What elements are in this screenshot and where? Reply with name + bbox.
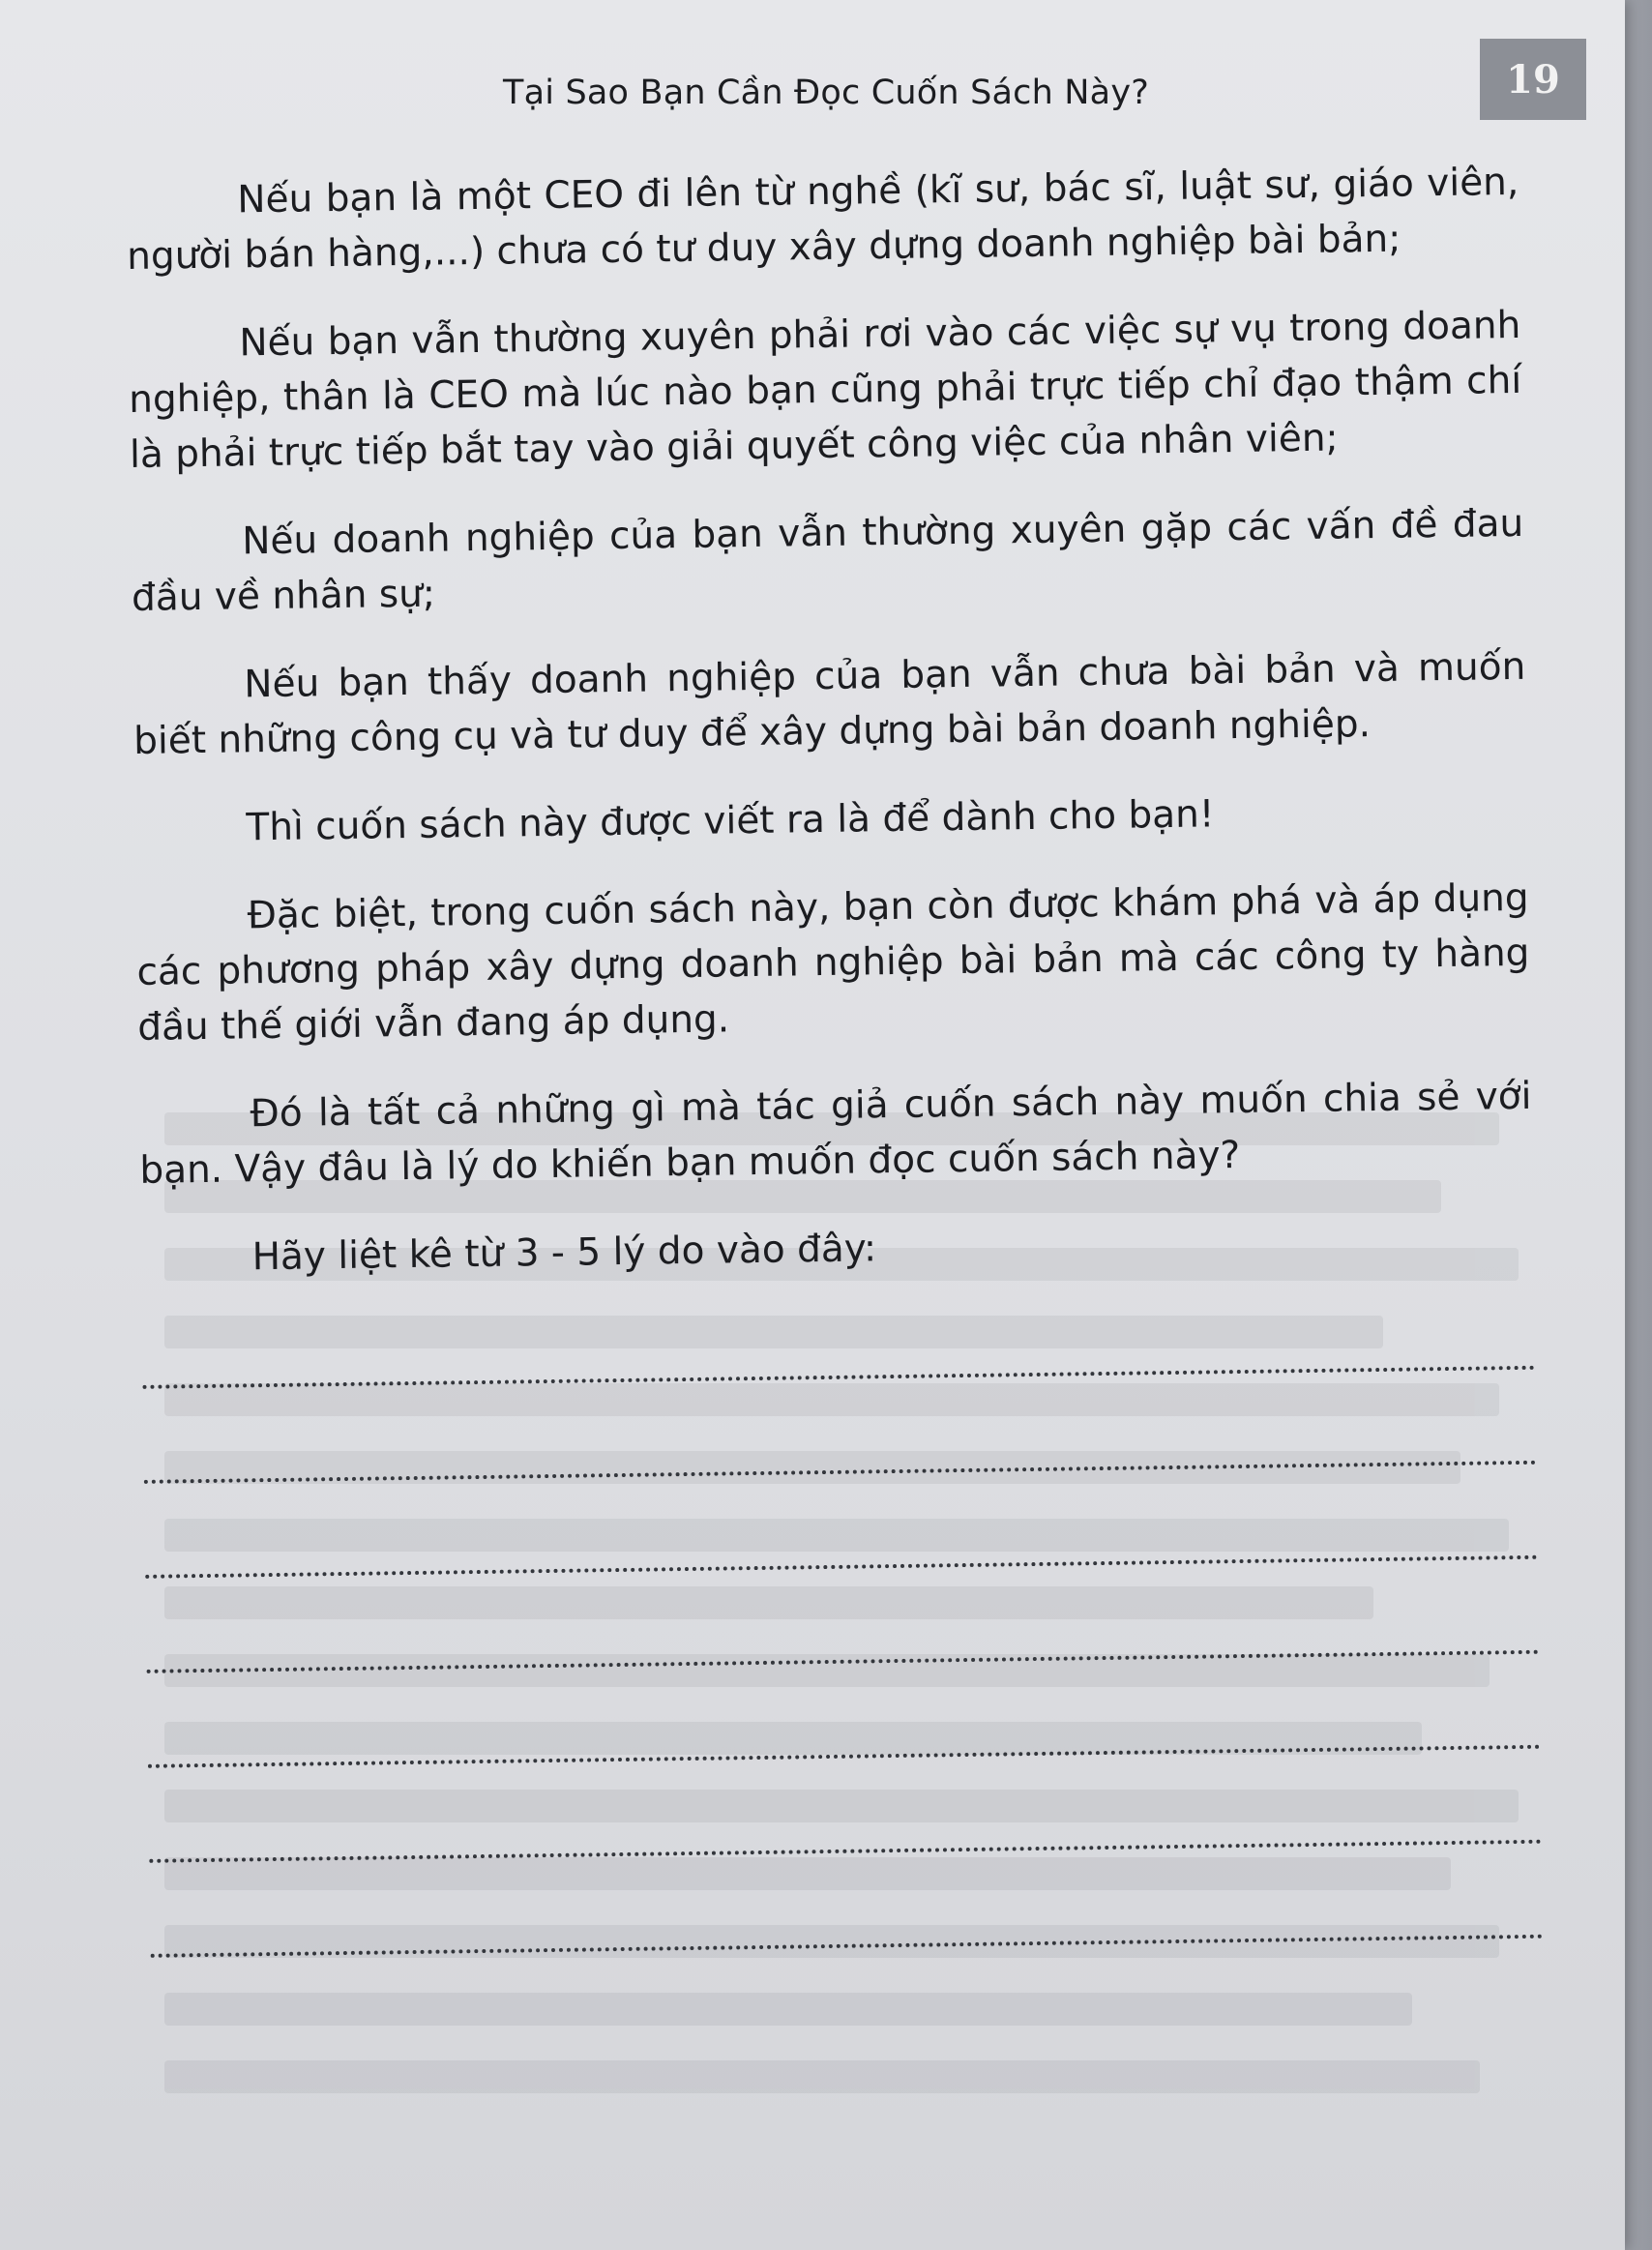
answer-lines <box>142 1317 1544 1958</box>
paragraph: Nếu doanh nghiệp của bạn vẫn thường xuyên gặp các vấn đề đau đầu về nhân sự; <box>131 501 1524 620</box>
answer-line <box>142 1317 1536 1389</box>
paragraph: Thì cuốn sách này được viết ra là để dành cho bạn! <box>246 792 1215 850</box>
reasons-prompt: Hãy liệt kê từ 3 - 5 lý do vào đây: <box>251 1227 877 1280</box>
answer-line <box>146 1602 1540 1673</box>
answer-line <box>143 1412 1537 1484</box>
answer-line <box>150 1886 1544 1958</box>
answer-line <box>145 1507 1539 1579</box>
paragraph: Nếu bạn là một CEO đi lên từ nghề (kĩ sư, bác sĩ, luật sư, giáo viên, người bán hàng,...) chưa có tư duy xây dựng doanh nghiệp bài bản; <box>126 160 1519 279</box>
paragraph: Nếu bạn thấy doanh nghiệp của bạn vẫn chưa bài bản và muốn biết những công cụ và tư duy để xây dựng bài bản doanh nghiệp. <box>133 644 1526 763</box>
paragraph: Nếu bạn vẫn thường xuyên phải rơi vào các việc sự vụ trong doanh nghiệp, thân là CEO mà lúc nào bạn cũng phải trực tiếp chỉ đạo thậm chí là phải trực tiếp bắt tay vào giải quyết công việc của nhân viên; <box>128 303 1522 477</box>
paragraph: Đặc biệt, trong cuốn sách này, bạn còn được khám phá và áp dụng các phương pháp xây dựng doanh nghiệp bài bản mà các công ty hàng đầu thế giới vẫn đang áp dụng. <box>136 875 1530 1050</box>
running-header: Tại Sao Bạn Cần Đọc Cuốn Sách Này? <box>503 74 1150 112</box>
paragraph: Đó là tất cả những gì mà tác giả cuốn sách này muốn chia sẻ với bạn. Vậy đâu là lý do khiến bạn muốn đọc cuốn sách này? <box>139 1074 1532 1193</box>
answer-line <box>149 1791 1543 1863</box>
page-number: 19 <box>1480 39 1586 120</box>
page-body <box>126 155 1544 2000</box>
answer-line <box>147 1697 1541 1768</box>
